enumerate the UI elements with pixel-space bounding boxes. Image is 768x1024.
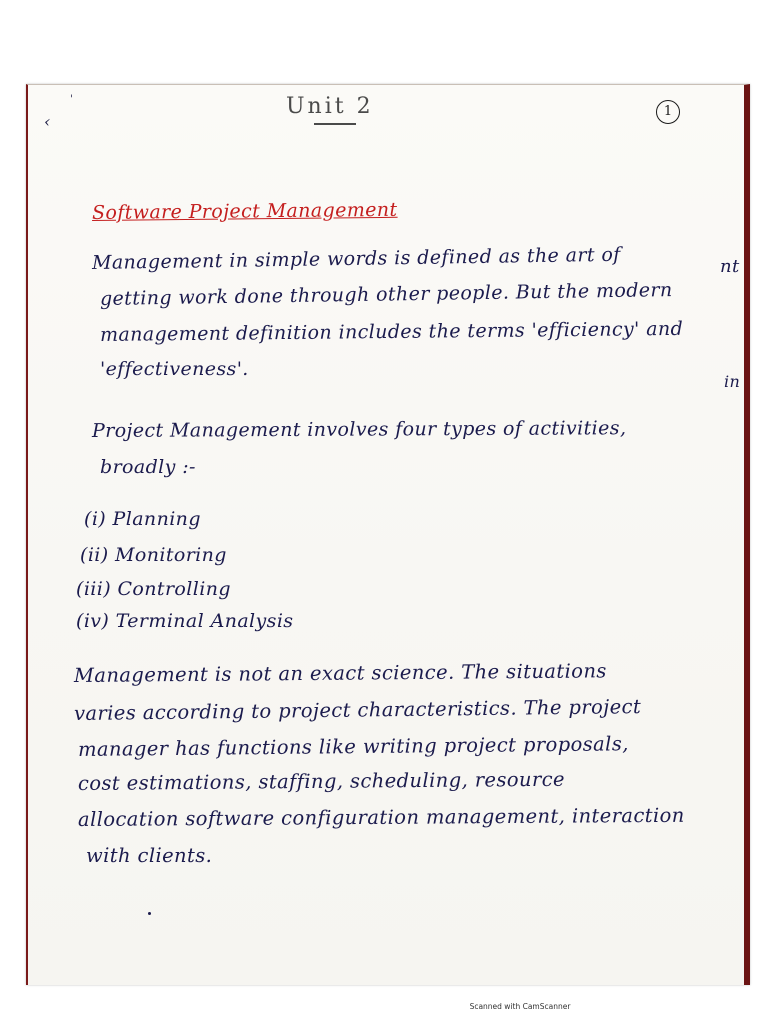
activity-item: (ii) Monitoring [80, 544, 227, 566]
activity-item: (iv) Terminal Analysis [76, 610, 294, 632]
activity-item: (iii) Controlling [76, 578, 231, 600]
margin-fragment: in [724, 372, 741, 391]
paragraph-line: management definition includes the terms 'efficiency' and [99, 317, 684, 346]
paragraph-line: with clients. [86, 844, 213, 867]
section-title: Software Project Management [91, 198, 398, 224]
margin-mark: ‹ [44, 112, 51, 131]
scanner-watermark: Scanned with CamScanner [469, 1002, 571, 1011]
margin-fragment: nt [720, 256, 740, 277]
heading-underline [314, 123, 356, 125]
paragraph-line: broadly :- [100, 456, 196, 478]
ink-dot [148, 912, 151, 915]
paragraph-line: 'effectiveness'. [100, 358, 249, 380]
margin-mark: ' [70, 94, 73, 105]
unit-heading: Unit 2 [286, 94, 374, 119]
paragraph-line: allocation software configuration management, interaction [77, 803, 685, 831]
activity-item: (i) Planning [84, 508, 201, 530]
paragraph-line: Management is not an exact science. The situations [73, 659, 607, 687]
paragraph-line: manager has functions like writing project proposals, [77, 732, 629, 761]
paragraph-line: getting work done through other people. But the modern [99, 279, 673, 310]
page-number-circle: 1 [656, 100, 680, 124]
paragraph-line: Management in simple words is defined as the art of [91, 243, 621, 274]
paragraph-line: varies according to project characteristics. The project [73, 695, 642, 725]
paragraph-line: cost estimations, staffing, scheduling, resource [77, 767, 566, 795]
paragraph-line: Project Management involves four types of activities, [91, 417, 627, 442]
